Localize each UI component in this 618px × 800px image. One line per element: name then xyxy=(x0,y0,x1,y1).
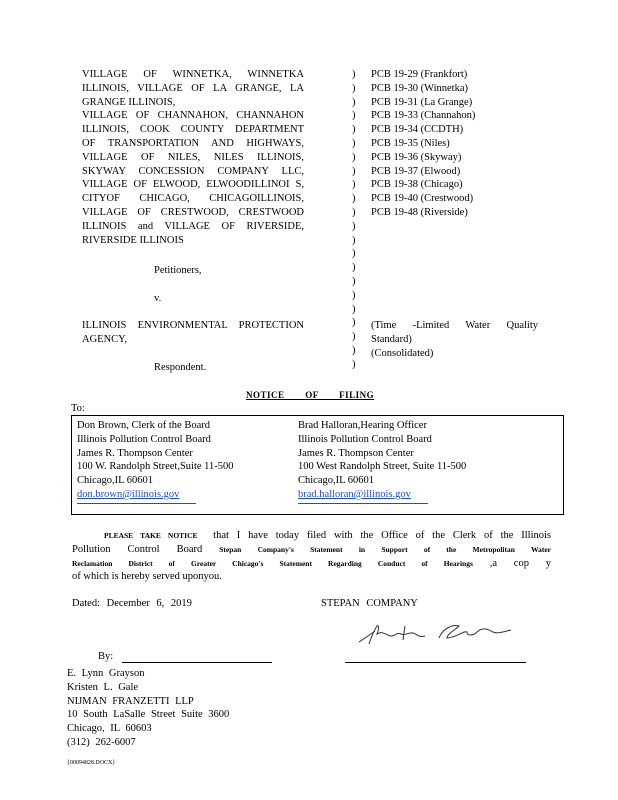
versus-label: v. xyxy=(154,293,162,304)
recipient-line: 100 West Randolph Street, Suite 11-500 xyxy=(298,461,467,473)
caption-paren: ) xyxy=(352,124,356,136)
petitioners-label: Petitioners, xyxy=(154,265,202,276)
caption-paren: ) xyxy=(352,317,356,329)
case-number: PCB 19-35 (Niles) xyxy=(371,137,450,149)
case-number: PCB 19-29 (Frankfort) xyxy=(371,69,468,80)
petitioner-line: ILLINOIS, COOK COUNTY DEPARTMENT xyxy=(82,124,304,136)
petitioner-line: VILLAGE OF NILES, NILES ILLINOIS, xyxy=(82,151,304,163)
caption-paren: ) xyxy=(352,262,356,274)
respondent-block xyxy=(82,319,304,347)
recipient-line: 100 W. Randolph Street,Suite 11-500 xyxy=(77,461,234,473)
recipient-line: Don Brown, Clerk of the Board xyxy=(77,420,210,431)
caption-paren: ) xyxy=(352,234,356,246)
caption-paren: ) xyxy=(352,96,356,108)
counsel-line: Kristen L. Gale xyxy=(67,681,139,693)
petitioner-line: VILLAGE OF ELWOOD, ELWOODILLINOI S, xyxy=(82,179,304,191)
respondent-line: AGENCY, xyxy=(82,333,128,345)
caption-paren: ) xyxy=(352,331,356,343)
recipient-line: James R. Thompson Center xyxy=(77,447,193,459)
recipient-line: Brad Halloran,Hearing Officer xyxy=(298,420,427,431)
body-text: Pollution Control Board xyxy=(72,543,203,555)
by-label: By: xyxy=(98,651,114,662)
case-number: PCB 19-34 (CCDTH) xyxy=(371,124,464,136)
caption-paren: ) xyxy=(352,303,356,315)
proceeding-type-line: Standard) xyxy=(371,333,412,345)
caption-paren: ) xyxy=(352,151,356,163)
recipient-line: Chicago,IL 60601 xyxy=(77,475,154,487)
signature-line xyxy=(122,662,272,663)
caption-paren: ) xyxy=(352,289,356,301)
counsel-line: (312) 262-6007 xyxy=(67,736,136,748)
recipient-line: Chicago,IL 60601 xyxy=(298,475,375,487)
counsel-line: NIJMAN FRANZETTI LLP xyxy=(67,695,194,707)
caption-paren: ) xyxy=(352,137,356,149)
caption-paren: ) xyxy=(352,344,356,356)
recipient-line: Illinois Pollution Control Board xyxy=(298,433,432,445)
signatory-company: STEPAN COMPANY xyxy=(321,598,418,609)
filing-title: Stepan Company's Statement in Support of the Metropolitan Water xyxy=(219,544,552,554)
petitioner-line: GRANGE ILLINOIS, xyxy=(82,96,176,108)
counsel-line: 10 South LaSalle Street Suite 3600 xyxy=(67,709,230,721)
caption-paren: ) xyxy=(352,82,356,94)
counsel-block xyxy=(67,667,229,750)
case-number: PCB 19-31 (La Grange) xyxy=(371,96,473,108)
case-number: PCB 19-30 (Winnetka) xyxy=(371,82,468,94)
handwritten-signature xyxy=(355,616,515,650)
proceeding-type xyxy=(371,319,538,360)
caption-paren: ) xyxy=(352,179,356,191)
email-underline xyxy=(298,503,428,504)
caption-paren: ) xyxy=(352,275,356,287)
case-number: PCB 19-48 (Riverside) xyxy=(371,206,468,218)
caption-paren: ) xyxy=(352,248,356,260)
body-row xyxy=(72,557,551,571)
recipient-line: Illinois Pollution Control Board xyxy=(77,433,211,445)
body-row xyxy=(72,570,551,584)
petitioner-line: ILLINOIS, VILLAGE OF LA GRANGE, LA xyxy=(82,82,304,94)
body-text: that I have today filed with the Office of the Clerk of the Illinois xyxy=(213,530,551,541)
petitioners-block xyxy=(82,68,304,247)
petitioner-line: ILLINOIS and VILLAGE OF RIVERSIDE, xyxy=(82,220,304,232)
service-list-box xyxy=(71,415,564,515)
counsel-line: E. Lynn Grayson xyxy=(67,668,145,679)
petitioner-line: OF TRANSPORTATION AND HIGHWAYS, xyxy=(82,137,304,149)
recipient-line: James R. Thompson Center xyxy=(298,447,414,459)
service-recipient-clerk xyxy=(77,419,234,502)
caption-parentheses xyxy=(352,68,360,372)
caption-paren: ) xyxy=(352,358,356,370)
body-row xyxy=(72,529,551,543)
caption-paren: ) xyxy=(352,193,356,205)
filing-title: Reclamation District of Greater Chicago's Statement Regarding Conduct of Hearings xyxy=(72,558,473,568)
proceeding-type-line: (Time -Limited Water Quality xyxy=(371,320,538,331)
proceeding-type-line: (Consolidated) xyxy=(371,347,434,359)
case-number: PCB 19-38 (Chicago) xyxy=(371,179,463,191)
email-underline xyxy=(77,503,196,504)
case-number: PCB 19-40 (Crestwood) xyxy=(371,193,474,205)
case-numbers xyxy=(371,68,475,220)
case-number: PCB 19-36 (Skyway) xyxy=(371,151,462,163)
body-row xyxy=(72,543,551,557)
respondent-line: ILLINOIS ENVIRONMENTAL PROTECTION xyxy=(82,320,304,331)
petitioner-line: VILLAGE OF CRESTWOOD, CRESTWOOD xyxy=(82,206,304,218)
case-number: PCB 19-33 (Channahon) xyxy=(371,110,476,122)
petitioner-line: RIVERSIDE ILLINOIS xyxy=(82,234,184,246)
body-text: ,a cop y xyxy=(489,557,551,569)
notice-body xyxy=(72,529,551,584)
signature-line xyxy=(345,662,526,663)
to-label: To: xyxy=(71,403,85,414)
dated-line: Dated: December 6, 2019 xyxy=(72,598,192,609)
petitioner-line: CITYOF CHICAGO, CHICAGOILLINOIS, xyxy=(82,193,304,205)
caption-paren: ) xyxy=(352,110,356,122)
document-number: {00094828.DOCX} xyxy=(67,760,116,766)
case-number: PCB 19-37 (Elwood) xyxy=(371,165,461,177)
email-link[interactable]: brad.halloran@illinois.gov xyxy=(298,488,411,500)
caption-paren: ) xyxy=(352,69,356,80)
petitioner-line: VILLAGE OF CHANNAHON, CHANNAHON xyxy=(82,110,304,122)
counsel-line: Chicago, IL 60603 xyxy=(67,723,152,735)
caption-paren: ) xyxy=(352,165,356,177)
notice-title: NOTICE OF FILING xyxy=(246,390,375,400)
email-link[interactable]: don.brown@illinois.gov xyxy=(77,488,180,500)
caption-paren: ) xyxy=(352,220,356,232)
respondent-label: Respondent. xyxy=(154,362,207,373)
caption-paren: ) xyxy=(352,206,356,218)
service-recipient-hearing-officer xyxy=(298,419,466,502)
petitioner-line: SKYWAY CONCESSION COMPANY LLC, xyxy=(82,165,304,177)
notice-lead: PLEASE TAKE NOTICE xyxy=(104,531,198,540)
petitioner-line: VILLAGE OF WINNETKA, WINNETKA xyxy=(82,69,304,80)
body-text: of which is hereby served uponyou. xyxy=(72,571,222,583)
signature-stroke xyxy=(359,626,511,645)
